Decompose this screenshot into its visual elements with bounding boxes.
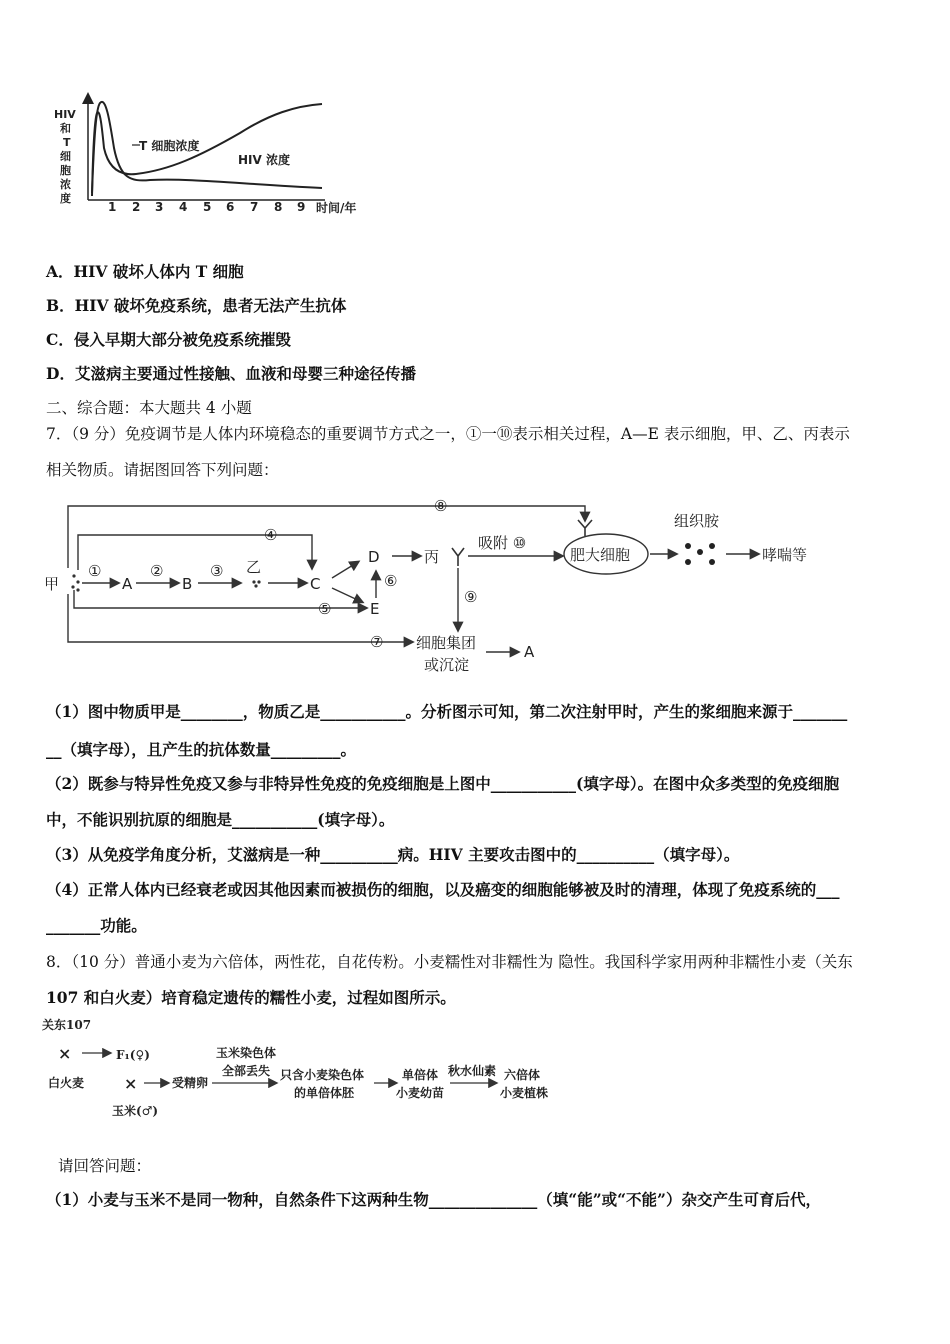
cell-b: B bbox=[182, 575, 193, 593]
option-c: C．侵入早期大部分被免疫系统摧毁 bbox=[46, 330, 291, 349]
q7-part4-line-2: _______功能。 bbox=[46, 916, 147, 935]
label-seedling-1: 单倍体 bbox=[402, 1068, 439, 1082]
q7-stem-line-2: 相关物质。请据图回答下列问题： bbox=[46, 461, 279, 479]
t-cell-curve bbox=[92, 102, 322, 193]
svg-text:细: 细 bbox=[60, 150, 71, 163]
label-mast-cell: 肥大细胞 bbox=[570, 546, 631, 564]
svg-text:2: 2 bbox=[132, 200, 141, 214]
svg-text:7: 7 bbox=[250, 200, 259, 214]
immune-regulation-diagram bbox=[40, 490, 840, 680]
wheat-breeding-diagram bbox=[40, 1015, 580, 1125]
step-2: ② bbox=[150, 562, 164, 580]
section-title: 二、综合题：本大题共 4 小题 bbox=[46, 399, 252, 417]
q8-stem-line-1: 8．（10 分）普通小麦为六倍体，两性花，自花传粉。小麦糯性对非糯性为 隐性。我国科学家用两种非糯性小麦（关东 bbox=[46, 953, 853, 971]
svg-text:6: 6 bbox=[226, 200, 235, 214]
svg-text:5: 5 bbox=[203, 200, 212, 214]
label-baihuo: 白火麦 bbox=[48, 1076, 85, 1090]
svg-text:9: 9 bbox=[297, 200, 306, 214]
y-axis-label bbox=[54, 108, 76, 205]
label-yi: 乙 bbox=[246, 558, 262, 576]
hiv-t-cell-graph bbox=[40, 88, 390, 228]
option-b: B．HIV 破坏免疫系统，患者无法产生抗体 bbox=[46, 296, 347, 315]
x-tick-labels bbox=[108, 200, 305, 214]
label-wheeze: 哮喘等 bbox=[762, 546, 808, 564]
svg-text:HIV: HIV bbox=[54, 108, 76, 121]
q8-stem-line-2: 107 和白火麦）培育稳定遗传的糯性小麦，过程如图所示。 bbox=[46, 988, 456, 1007]
step-4: ④ bbox=[264, 526, 278, 544]
svg-text:T: T bbox=[63, 136, 71, 149]
svg-text:和: 和 bbox=[60, 122, 71, 135]
label-lost-2: 全部丢失 bbox=[222, 1064, 271, 1078]
t-cell-curve-label: T 细胞浓度 bbox=[139, 139, 200, 153]
label-jia: 甲 bbox=[44, 575, 60, 593]
svg-text:4: 4 bbox=[179, 200, 188, 214]
step-3: ③ bbox=[210, 562, 224, 580]
svg-text:度: 度 bbox=[60, 192, 71, 205]
step-7: ⑦ bbox=[370, 633, 384, 651]
q7-part2-line-1: （2）既参与特异性免疫又参与非特异性免疫的免疫细胞是上图中___________(填字母）。在图中众多类型的免疫细胞 bbox=[46, 774, 840, 793]
label-colchicine: 秋水仙素 bbox=[448, 1064, 497, 1078]
step-8: ⑧ bbox=[434, 497, 448, 515]
step-1: ① bbox=[88, 562, 102, 580]
cross-symbol-2: × bbox=[124, 1074, 138, 1093]
label-a-out: A bbox=[524, 643, 535, 661]
svg-text:浓: 浓 bbox=[60, 178, 71, 191]
hiv-curve bbox=[92, 104, 322, 196]
cell-a: A bbox=[122, 575, 133, 593]
label-bing: 丙 bbox=[424, 548, 440, 566]
q7-part1-line-2: __（填字母），且产生的抗体数量_________。 bbox=[46, 740, 357, 759]
q7-part3: （3）从免疫学角度分析，艾滋病是一种__________病。HIV 主要攻击图中的__________（填字母）。 bbox=[46, 845, 740, 864]
label-embryo-1: 只含小麦染色体 bbox=[280, 1068, 365, 1082]
q7-part2-line-2: 中，不能识别抗原的细胞是___________(填字母）。 bbox=[46, 810, 395, 829]
label-seedling-2: 小麦幼苗 bbox=[396, 1086, 445, 1100]
label-plant-1: 六倍体 bbox=[504, 1068, 541, 1082]
step-6: ⑥ bbox=[384, 572, 398, 590]
label-cluster-1: 细胞集团 bbox=[416, 634, 477, 652]
label-embryo-2: 的单倍体胚 bbox=[294, 1086, 355, 1100]
q8-prompt: 请回答问题： bbox=[58, 1157, 152, 1175]
step-5: ⑤ bbox=[318, 600, 332, 618]
svg-text:3: 3 bbox=[155, 200, 164, 214]
svg-text:8: 8 bbox=[274, 200, 283, 214]
step-9: ⑨ bbox=[464, 588, 478, 606]
label-adsorb: 吸附 ⑩ bbox=[478, 534, 527, 552]
label-guandong: 关东107 bbox=[42, 1018, 92, 1032]
label-corn: 玉米(♂) bbox=[112, 1104, 159, 1118]
histamine-dots bbox=[685, 543, 715, 565]
label-histamine: 组织胺 bbox=[674, 512, 720, 530]
label-fertilized: 受精卵 bbox=[172, 1076, 209, 1090]
cross-symbol-1: × bbox=[58, 1044, 72, 1063]
label-plant-2: 小麦植株 bbox=[500, 1086, 549, 1100]
q8-part1: （1）小麦与玉米不是同一物种，自然条件下这两种生物______________（填“能”或“不能”）杂交产生可育后代， bbox=[46, 1190, 821, 1209]
x-axis-label: 时间/年 bbox=[316, 201, 357, 215]
hiv-curve-label: HIV 浓度 bbox=[238, 153, 290, 167]
option-d: D．艾滋病主要通过性接触、血液和母婴三种途径传播 bbox=[46, 364, 416, 383]
svg-text:胞: 胞 bbox=[60, 164, 71, 177]
q7-part4-line-1: （4）正常人体内已经衰老或因其他因素而被损伤的细胞，以及癌变的细胞能够被及时的清理，体现了免疫系统的___ bbox=[46, 880, 840, 899]
option-a: A．HIV 破坏人体内 T 细胞 bbox=[46, 262, 244, 281]
svg-text:1: 1 bbox=[108, 200, 117, 214]
cell-c: C bbox=[310, 575, 321, 593]
label-lost-1: 玉米染色体 bbox=[216, 1046, 277, 1060]
label-f1: F₁(♀) bbox=[116, 1048, 150, 1062]
q7-stem-line-1: 7．（9 分）免疫调节是人体内环境稳态的重要调节方式之一，①一⑩表示相关过程，A—E 表示细胞，甲、乙、丙表示 bbox=[46, 425, 850, 443]
cell-e: E bbox=[370, 600, 380, 618]
q7-part1-line-1: （1）图中物质甲是________，物质乙是___________。分析图示可知，第二次注射甲时，产生的浆细胞来源于_______ bbox=[46, 702, 848, 721]
label-cluster-2: 或沉淀 bbox=[424, 656, 470, 674]
cell-d: D bbox=[368, 548, 380, 566]
